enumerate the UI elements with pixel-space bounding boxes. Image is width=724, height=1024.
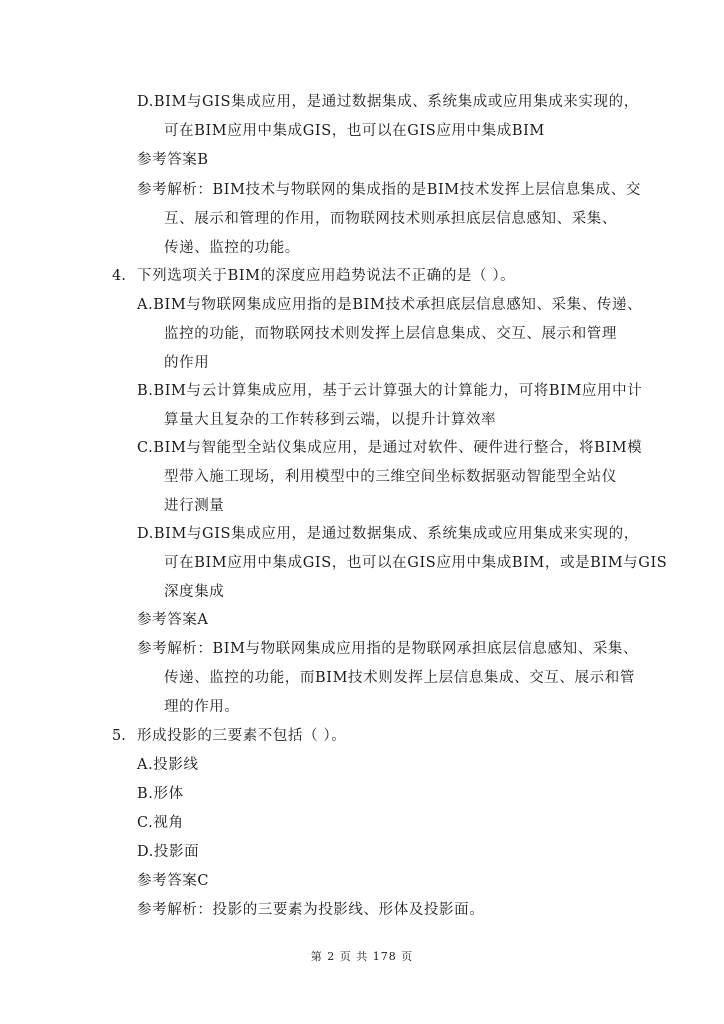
q4-option-a-line2: 监控的功能，而物联网技术则发挥上层信息集成、交互、展示和管理	[164, 326, 617, 342]
q4-option-c-line1: C.BIM与智能型全站仪集成应用，是通过对软件、硬件进行整合，将BIM模	[137, 440, 643, 456]
q5-option-a: A.投影线	[137, 757, 199, 773]
q4-option-d-line2: 可在BIM应用中集成GIS，也可以在GIS应用中集成BIM，或是BIM与GIS	[164, 555, 668, 571]
q4-option-d-line1: D.BIM与GIS集成应用，是通过数据集成、系统集成或应用集成来实现的，	[137, 526, 639, 542]
q4-option-c-line2: 型带入施工现场，利用模型中的三维空间坐标数据驱动智能型全站仪	[164, 469, 617, 485]
q5-number: 5.	[112, 728, 126, 744]
q4-answer: 参考答案A	[137, 612, 209, 628]
q3-option-d-line2: 可在BIM应用中集成GIS，也可以在GIS应用中集成BIM	[164, 123, 545, 139]
q5-option-b: B.形体	[137, 786, 184, 802]
q4-option-a-line1: A.BIM与物联网集成应用指的是BIM技术承担底层信息感知、采集、传递、	[137, 297, 643, 313]
q4-option-b-line1: B.BIM与云计算集成应用，基于云计算强大的计算能力，可将BIM应用中计	[137, 383, 643, 399]
q4-number: 4.	[112, 268, 126, 284]
q3-option-d-line1: D.BIM与GIS集成应用，是通过数据集成、系统集成或应用集成来实现的，	[137, 94, 639, 110]
q4-explanation-line2: 传递、监控的功能，而BIM技术则发挥上层信息集成、交互、展示和管	[164, 670, 635, 686]
q5-option-d: D.投影面	[137, 844, 200, 860]
q5-answer: 参考答案C	[137, 873, 210, 889]
q4-option-d-line3: 深度集成	[164, 584, 225, 600]
q5-stem: 形成投影的三要素不包括（ ）。	[137, 728, 347, 744]
q3-explanation-line3: 传递、监控的功能。	[164, 240, 300, 256]
q5-option-c: C.视角	[137, 815, 184, 831]
q4-option-c-line3: 进行测量	[164, 498, 225, 514]
q4-stem: 下列选项关于BIM的深度应用趋势说法不正确的是（ ）。	[137, 268, 516, 284]
q3-explanation-line2: 互、展示和管理的作用，而物联网技术则承担底层信息感知、采集、	[164, 211, 617, 227]
q4-option-a-line3: 的作用	[164, 355, 210, 371]
q4-explanation-line1: 参考解析：BIM与物联网集成应用指的是物联网承担底层信息感知、采集、	[137, 641, 639, 657]
q4-explanation-line3: 理的作用。	[164, 699, 240, 715]
q3-explanation-line1: 参考解析：BIM技术与物联网的集成指的是BIM技术发挥上层信息集成、交	[137, 182, 641, 198]
q3-answer: 参考答案B	[137, 152, 209, 168]
q5-explanation: 参考解析：投影的三要素为投影线、形体及投影面。	[137, 902, 485, 918]
page-number-footer: 第 2 页 共 178 页	[310, 950, 414, 963]
q4-option-b-line2: 算量大且复杂的工作转移到云端，以提升计算效率	[164, 412, 497, 428]
